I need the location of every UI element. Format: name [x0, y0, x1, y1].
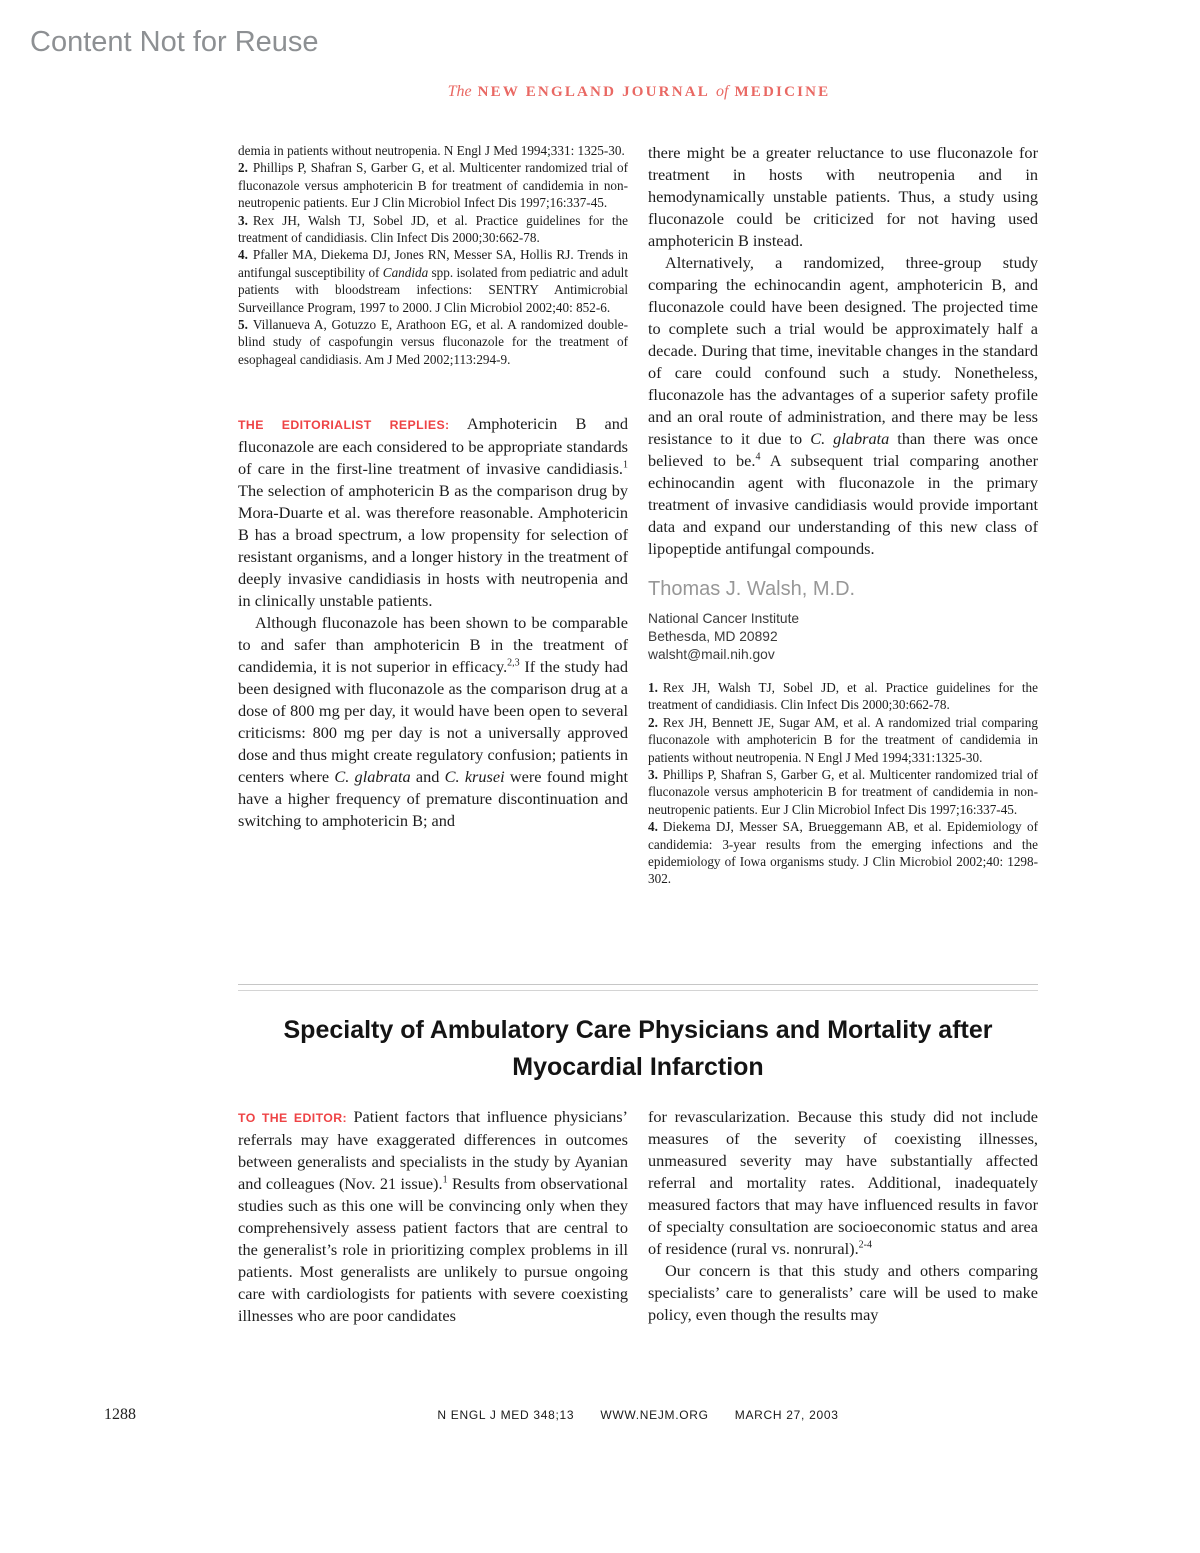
reply-paragraph: Although fluconazole has been shown to be comparable to and safer than amphotericin B in the treatment of candidemia, it is not superior in efficacy.$^{2,3}$ If the study had been designed with fluconazole as the comparison drug at a dose of 800 mg per day, it would have been open to several criticisms: 800 mg per day is not a universally approved dose and thus might create regulatory confusion; patients in centers where C. glabrata and C. krusei were found might have a higher frequency of premature discontinuation and switching to amphotericin B; and: [238, 613, 628, 831]
page-number: 1288: [104, 1406, 136, 1423]
masthead-title2: MEDICINE: [734, 84, 831, 100]
letter-paragraph: TO THE EDITOR: Patient factors that influence physicians’ referrals may have exaggerated differences in outcomes between generalists and specialists in the study by Ayanian and colleagues (Nov. 21 issue).$^1$ Results from observational studies such as this one will be convincing only when they comprehensively assess patient factors that are central to the generalist’s role in prioritizing complex problems in ill patients. Most generalists are unlikely to pursue ongoing care with cardiologists for patients with severe coexisting illnesses who are poor candidates: [238, 1107, 629, 1325]
section-divider-top-rule: [238, 984, 1038, 985]
reference-item: 3. Rex JH, Walsh TJ, Sobel JD, et al. Practice guidelines for the treatment of candidiasis. Clin Infect Dis 2000;30:662-78.: [238, 212, 628, 246]
reference-item: 3. Phillips P, Shafran S, Garber G, et al. Multicenter randomized trial of fluconazole versus amphotericin B for treatment of candidemia in non-neutropenic patients. Eur J Clin Microbiol Infect Dis 1997;16:337-45.: [648, 767, 1038, 817]
author-affiliation: [648, 610, 1038, 664]
author-signature: Thomas J. Walsh, M.D.: [648, 578, 856, 600]
editorialist-reply: [238, 413, 628, 832]
masthead-title1: NEW ENGLAND JOURNAL: [477, 84, 710, 100]
letter2-body-left: [238, 1106, 628, 1327]
reference-item: demia in patients without neutropenia. N Engl J Med 1994;331: 1325-30.: [238, 143, 625, 158]
footer-journal: N ENGL J MED 348;13: [437, 1408, 575, 1422]
footer-site: WWW.NEJM.ORG: [600, 1408, 709, 1422]
masthead-of: of: [715, 83, 729, 100]
running-footer: [238, 1408, 1038, 1422]
masthead-the: The: [447, 83, 472, 100]
letter-paragraph: Our concern is that this study and others comparing specialists’ care to generalists’ care will be used to make policy, even though the results may: [648, 1261, 1038, 1324]
reference-item: 4. Diekema DJ, Messer SA, Brueggemann AB, et al. Epidemiology of candidemia: 3-year results from the emerging infections and the epidemiology of Iowa organisms study. J Clin Microbiol 2002;40: 1298-302.: [648, 819, 1038, 887]
reference-item: 2. Phillips P, Shafran S, Garber G, et al. Multicenter randomized trial of fluconazole versus amphotericin B for treatment of candidemia in non-neutropenic patients. Eur J Clin Microbiol Infect Dis 1997;16:337-45.: [238, 160, 628, 211]
journal-masthead: [238, 83, 1038, 101]
letter1-right-references: [648, 679, 1038, 888]
reply-paragraph: there might be a greater reluctance to use fluconazole for treatment in hosts with neutropenia and in hemodynamically unstable patients. Thus, a study using fluconazole could be criticized for not having used amphotericin B instead.: [648, 143, 1038, 250]
editorialist-reply-continued: [648, 142, 1038, 560]
letter2-title: Specialty of Ambulatory Care Physicians and Mortality after Myocardial Infarction: [283, 1016, 993, 1081]
letter1-left-column: [238, 142, 628, 832]
reply-paragraph: Alternatively, a randomized, three-group study comparing the echinocandin agent, amphotericin B, and fluconazole could have been designed. The projected time to complete such a trial would be approximately half a decade. During that time, inevitable changes in the standard of care could confound such a study. Nonetheless, fluconazole has the advantages of a superior safety profile and an oral route of administration, and there may be less resistance to it due to C. glabrata than there was once believed to be.$^4$ A subsequent trial comparing another echinocandin agent with fluconazole in the primary treatment of invasive candidiasis would provide important data and expand our understanding of this new class of lipopeptide antifungal compounds.: [648, 253, 1039, 558]
footer-date: MARCH 27, 2003: [734, 1408, 839, 1422]
affiliation-institute: National Cancer Institute: [648, 611, 800, 626]
letter-paragraph: for revascularization. Because this study did not include measures of the severity of coexisting illnesses, unmeasured severity may have substantially affected referral and mortality rates. Additional, inadequately measured factors that may have influenced results in favor of specialty consultation are socioeconomic status and area of residence (rural vs. nonrural).$^{2-4}$: [648, 1107, 1038, 1258]
reply-paragraph: THE EDITORIALIST REPLIES: Amphotericin B and fluconazole are each considered to be appropriate standards of care in the first-line treatment of invasive candidiasis.$^1$ The selection of amphotericin B as the comparison drug by Mora-Duarte et al. was therefore reasonable. Amphotericin B has a broad spectrum, a low propensity for selection of resistant organisms, and a longer history in the treatment of deeply invasive candidiasis in hosts with neutropenia and in clinically unstable patients.: [238, 414, 629, 611]
letter2-right-column: [648, 1106, 1038, 1326]
affiliation-email: walsht@mail.nih.gov: [648, 647, 775, 662]
letter1-right-column: [648, 142, 1038, 888]
reference-item: 4. Pfaller MA, Diekema DJ, Jones RN, Messer SA, Hollis RJ. Trends in antifungal susceptibility of Candida spp. isolated from pediatric and adult patients with bloodstream infections: SENTRY Antimicrobial Surveillance Program, 1997 to 2000. J Clin Microbiol 2002;40: 852-6.: [238, 247, 629, 315]
reference-item: 2. Rex JH, Bennett JE, Sugar AM, et al. A randomized trial comparing fluconazole with amphotericin B for the treatment of candidemia in patients without neutropenia. N Engl J Med 1994;331:1325-30.: [648, 714, 1038, 765]
reference-item: 1. Rex JH, Walsh TJ, Sobel JD, et al. Practice guidelines for the treatment of candidiasis. Clin Infect Dis 2000;30:662-78.: [648, 680, 1038, 713]
letter2-left-column: [238, 1106, 628, 1327]
reference-item: 5. Villanueva A, Gotuzzo E, Arathoon EG, et al. A randomized double-blind study of caspofungin versus fluconazole for the treatment of esophageal candidiasis. Am J Med 2002;113:294-9.: [238, 317, 628, 367]
section-divider-bottom-rule: [238, 990, 1038, 991]
letter1-left-references: [238, 142, 628, 368]
affiliation-address: Bethesda, MD 20892: [648, 629, 778, 644]
letter2-body-right: [648, 1106, 1038, 1326]
watermark-text: Content Not for Reuse: [30, 26, 319, 58]
